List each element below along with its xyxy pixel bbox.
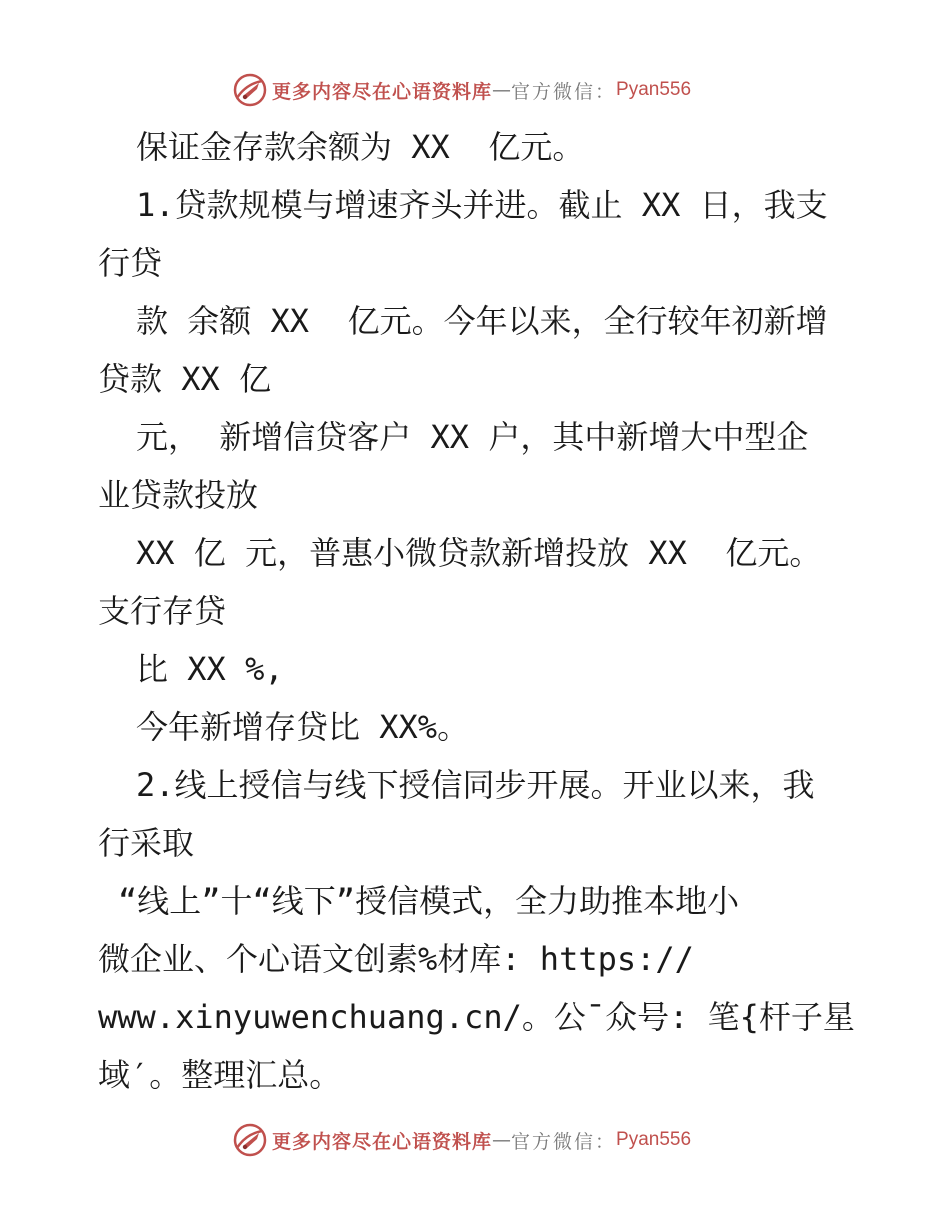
paragraph-line: 微企业、个心语文创素%材库: https:// (98, 940, 694, 978)
header-wechat-handle: Pyan556 (616, 79, 692, 100)
brand-logo-icon (232, 72, 268, 108)
paragraph-line: 行采取 (98, 824, 195, 862)
header-brand-text: 更多内容尽在心语资料库 (272, 80, 493, 103)
paragraph-line: 元， 新增信贷客户 XX 户，其中新增大中型企 (136, 418, 809, 456)
header-dash: — (492, 79, 512, 101)
brand-logo-icon (232, 1122, 268, 1158)
paragraph-line: 支行存贷 (98, 592, 227, 630)
paragraph-line: 贷款 XX 亿 (98, 360, 272, 398)
paragraph-line: 款 余额 XX 亿元。今年以来，全行较年初新增 (136, 302, 828, 340)
header-banner (232, 70, 691, 110)
footer-banner (232, 1120, 691, 1160)
paragraph-line: 保证金存款余额为 XX 亿元。 (136, 128, 585, 166)
paragraph-line: 域′。整理汇总。 (98, 1056, 342, 1094)
paragraph-line: 行贷 (98, 244, 163, 282)
paragraph-line: XX 亿 元，普惠小微贷款新增投放 XX 亿元。 (136, 534, 822, 572)
footer-wechat-handle: Pyan556 (616, 1129, 692, 1150)
paragraph-line: 1.贷款规模与增速齐头并进。截止 XX 日，我支 (136, 186, 828, 224)
paragraph-line: 比 XX %, (136, 650, 284, 688)
paragraph-line: 业贷款投放 (98, 476, 259, 514)
header-wechat-label: 官方微信： (511, 80, 617, 103)
paragraph-line: “线上”十“线下”授信模式，全力助推本地小 (118, 882, 740, 920)
footer-dash: — (492, 1129, 512, 1151)
paragraph-line: 2.线上授信与线下授信同步开展。开业以来，我 (136, 766, 815, 804)
footer-wechat-label: 官方微信： (511, 1130, 617, 1153)
paragraph-line: 今年新增存贷比 XX%。 (136, 708, 470, 746)
paragraph-line: www.xinyuwenchuang.cn/。公¯众号: 笔{杆子星 (98, 998, 855, 1036)
footer-brand-text: 更多内容尽在心语资料库 (272, 1130, 493, 1153)
